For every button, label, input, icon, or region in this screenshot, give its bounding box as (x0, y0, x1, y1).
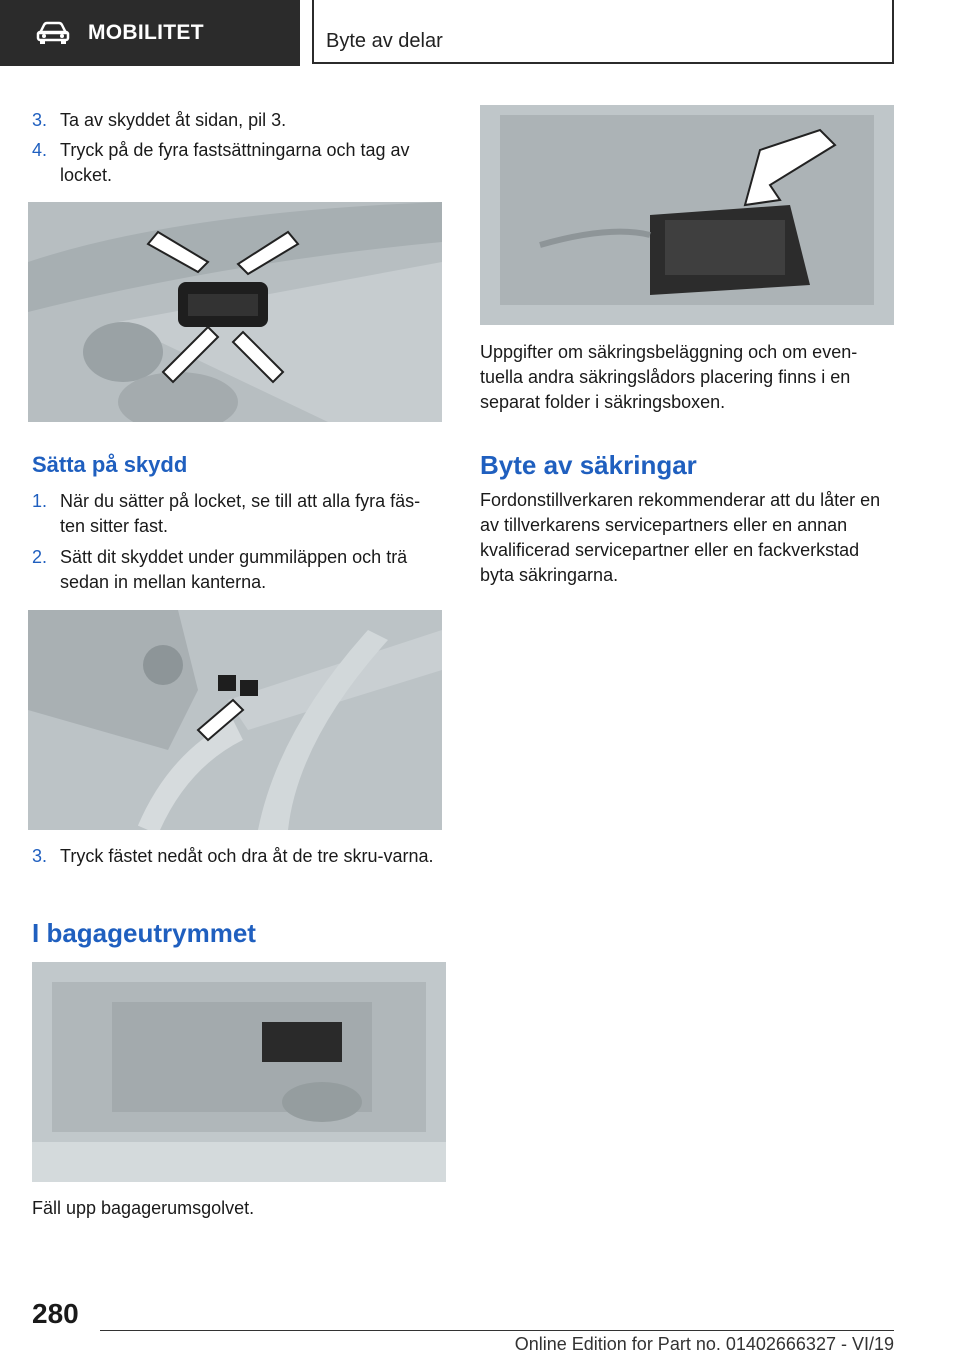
footer-divider (100, 1330, 894, 1331)
step-item (32, 545, 442, 595)
step-item (32, 489, 442, 539)
step-text: När du sätter på locket, se till att alla fyra fäs‐ten sitter fast. (60, 491, 421, 536)
step-number: 3. (32, 110, 48, 130)
car-icon (36, 21, 70, 45)
step-number: 3. (32, 846, 48, 866)
step-item (32, 108, 442, 133)
body-paragraph: Fordonstillverkaren rekommenderar att du låter en av tillverkarens servicepartners eller en annan kvalificerad servicepartner eller en fackverkstad byta säkringarna. (480, 490, 881, 585)
step-number: 4. (32, 140, 48, 160)
edition-footer: Online Edition for Part no. 01402666327 - VI/19 (514, 1334, 894, 1354)
page-number: 280 (32, 1298, 79, 1329)
step-text: Tryck fästet nedåt och dra åt de tre skru‐varna. (60, 846, 434, 866)
info-paragraph: Uppgifter om säkringsbeläggning och om even‐tuella andra säkringslådors placering finns i en separat folder i säkringsboxen. (480, 342, 858, 412)
caption-text: Fäll upp bagagerumsgolvet. (32, 1198, 255, 1218)
section-tab (0, 0, 300, 66)
step-text: Ta av skyddet åt sidan, pil 3. (60, 110, 287, 130)
chapter-header (312, 0, 894, 64)
section-heading: I bagageutrymmet (32, 918, 256, 948)
figure-fuse-box (480, 105, 894, 325)
step-number: 1. (32, 491, 48, 511)
step-item (32, 138, 442, 188)
section-heading: Byte av säkringar (480, 450, 697, 480)
figure-cover-arrows (28, 202, 442, 422)
step-item (32, 844, 442, 869)
step-number: 2. (32, 547, 48, 567)
step-text: Tryck på de fyra fastsättningarna och tag av locket. (60, 140, 410, 185)
section-heading: Sätta på skydd (32, 452, 188, 477)
chapter-title: Byte av delar (326, 30, 443, 52)
section-label: MOBILITET (88, 21, 204, 44)
figure-trunk-floor (32, 962, 446, 1182)
step-text: Sätt dit skyddet under gummiläppen och trä sedan in mellan kanterna. (60, 547, 408, 592)
figure-clip-arrow (28, 610, 442, 830)
